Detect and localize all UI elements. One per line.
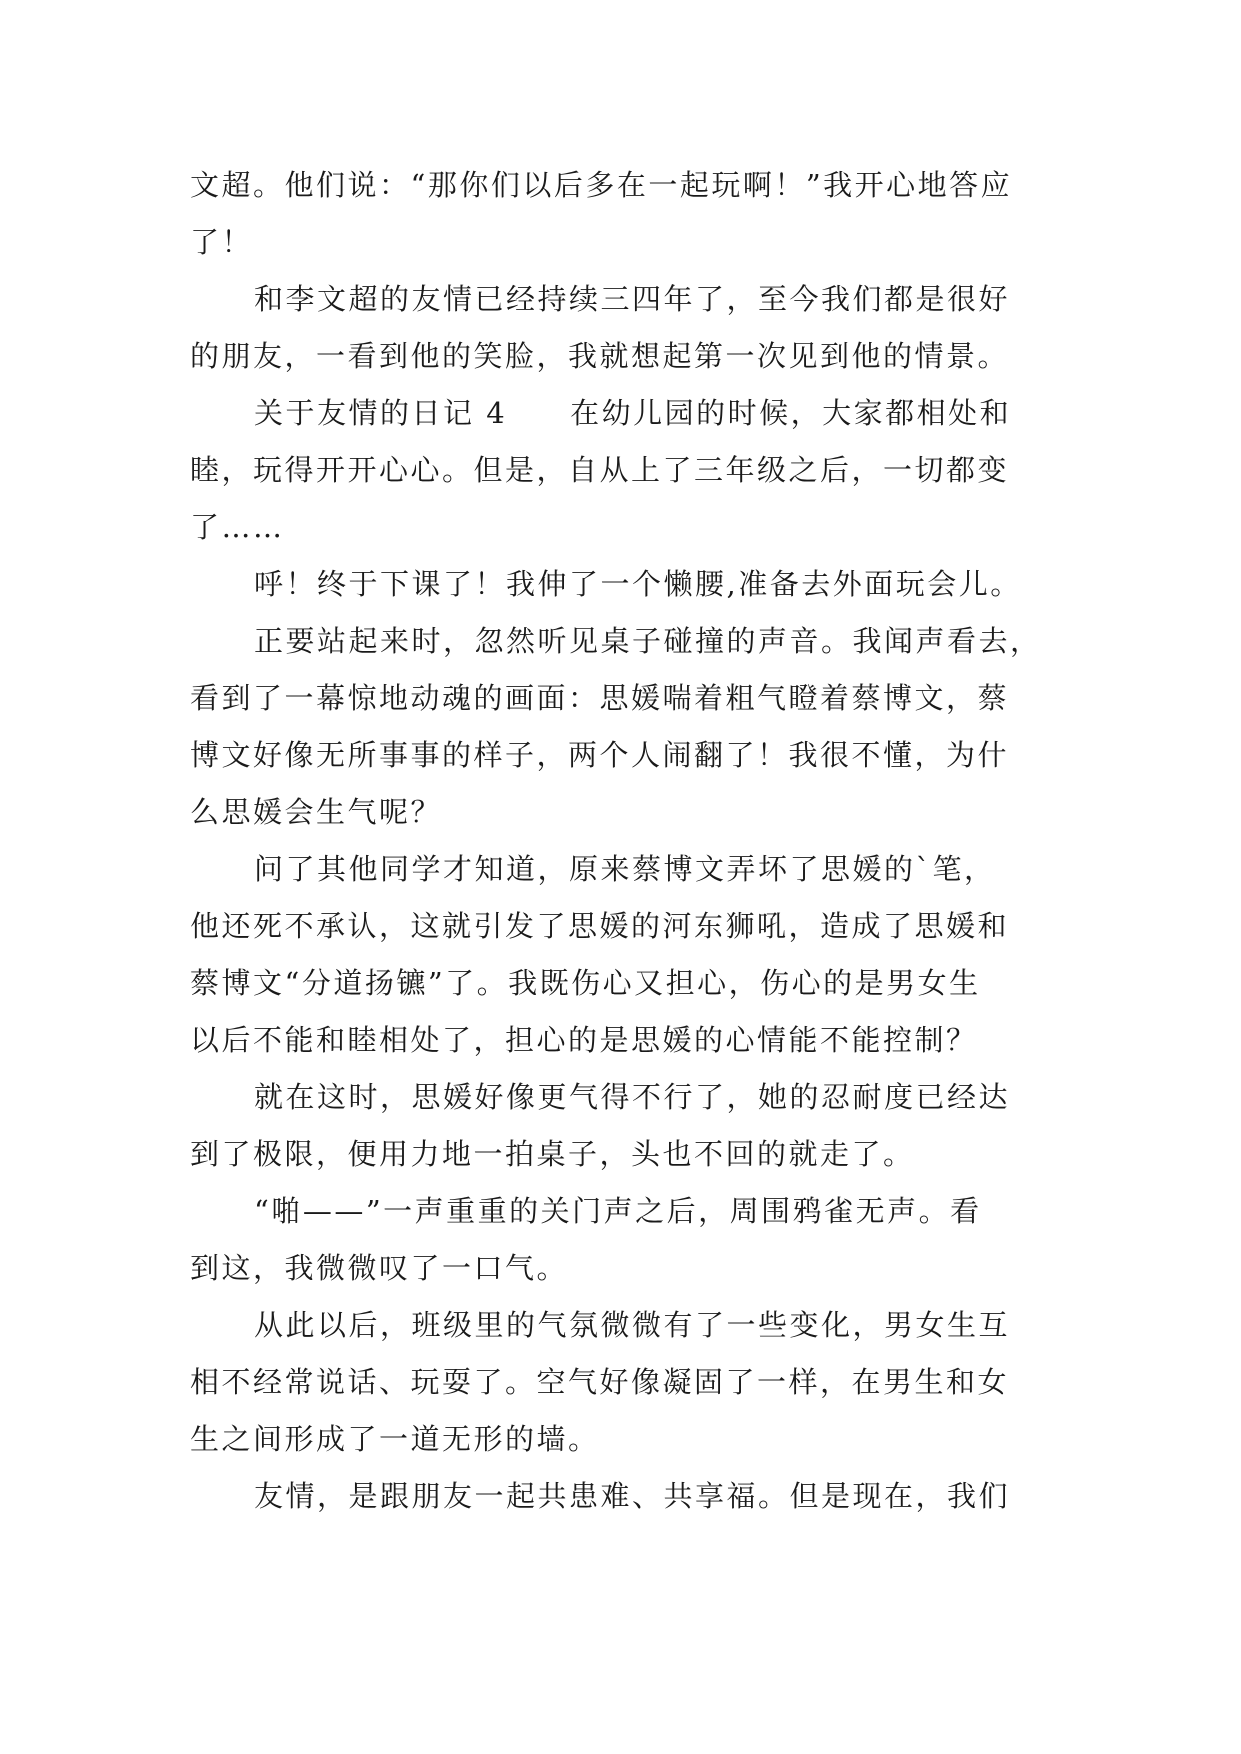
text-line: 正要站起来时，忽然听见桌子碰撞的声音。我闻声看去， bbox=[254, 624, 1042, 658]
text-line: 和李文超的友情已经持续三四年了，至今我们都是很好 bbox=[254, 282, 1011, 316]
text-line: 蔡博文“分道扬镳”了。我既伤心又担心，伤心的是男女生 bbox=[190, 966, 981, 1000]
text-line: 看到了一幕惊地动魂的画面：思媛喘着粗气瞪着蔡博文，蔡 bbox=[190, 681, 1010, 715]
text-line: 就在这时，思媛好像更气得不行了，她的忍耐度已经达 bbox=[254, 1080, 1011, 1114]
text-line: 博文好像无所事事的样子，两个人闹翻了！我很不懂，为什 bbox=[190, 738, 1010, 772]
text-line: 到这，我微微叹了一口气。 bbox=[190, 1251, 569, 1285]
text-line: 他还死不承认，这就引发了思媛的河东狮吼，造成了思媛和 bbox=[190, 909, 1010, 943]
text-line: 呼！终于下课了！我伸了一个懒腰,准备去外面玩会儿。 bbox=[254, 567, 1022, 601]
text-line: 关于友情的日记 4 在幼儿园的时候，大家都相处和 bbox=[254, 396, 1012, 430]
text-line: 了！ bbox=[190, 225, 254, 259]
text-line: 么思媛会生气呢？ bbox=[190, 795, 443, 829]
text-line: “啪——”一声重重的关门声之后，周围鸦雀无声。看 bbox=[254, 1194, 982, 1228]
text-line: 的朋友，一看到他的笑脸，我就想起第一次见到他的情景。 bbox=[190, 339, 1010, 373]
text-line: 生之间形成了一道无形的墙。 bbox=[190, 1422, 600, 1456]
text-line: 从此以后，班级里的气氛微微有了一些变化，男女生互 bbox=[254, 1308, 1011, 1342]
text-line: 相不经常说话、玩耍了。空气好像凝固了一样，在男生和女 bbox=[190, 1365, 1010, 1399]
text-line: 以后不能和睦相处了，担心的是思媛的心情能不能控制？ bbox=[190, 1023, 978, 1057]
text-line: 文超。他们说：“那你们以后多在一起玩啊！”我开心地答应 bbox=[190, 168, 1013, 202]
text-line: 到了极限，便用力地一拍桌子，头也不回的就走了。 bbox=[190, 1137, 915, 1171]
text-line: 问了其他同学才知道，原来蔡博文弄坏了思媛的`笔， bbox=[254, 852, 996, 886]
text-line: 友情，是跟朋友一起共患难、共享福。但是现在，我们 bbox=[254, 1479, 1011, 1513]
text-line: 睦，玩得开开心心。但是，自从上了三年级之后，一切都变 bbox=[190, 453, 1010, 487]
text-line: 了…… bbox=[190, 510, 285, 544]
